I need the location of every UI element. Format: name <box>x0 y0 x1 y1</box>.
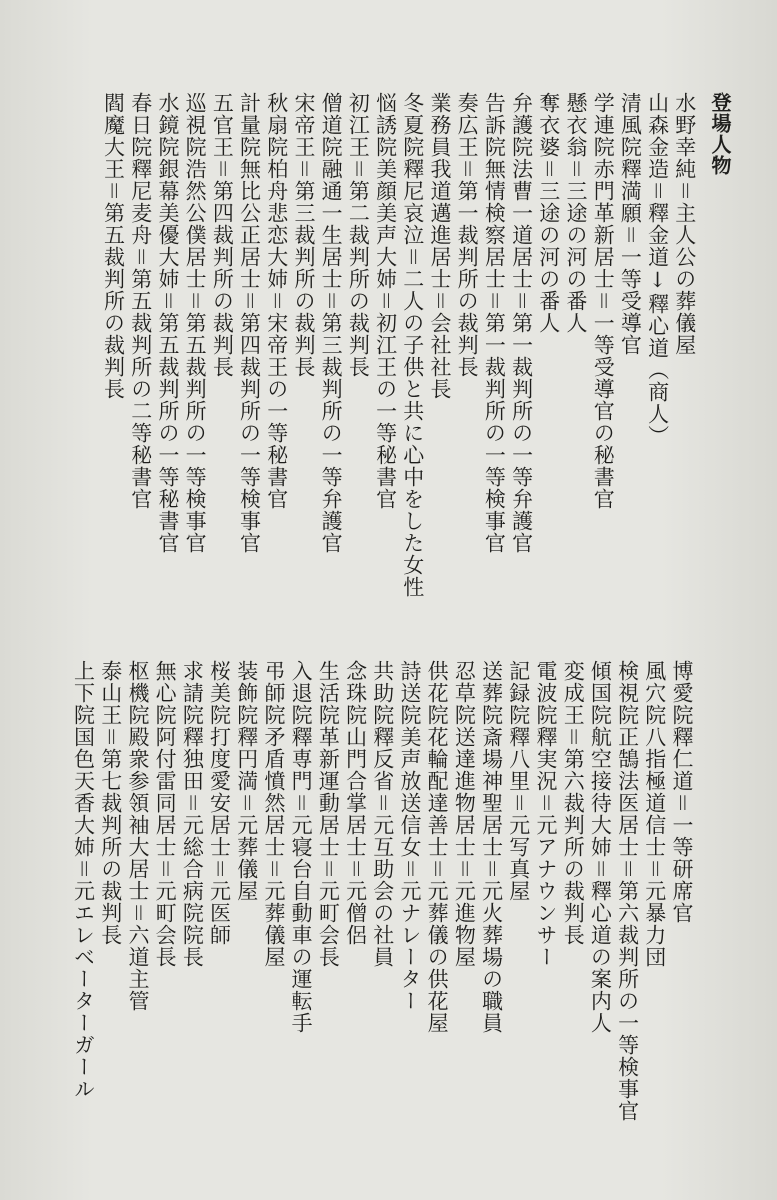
character-entry: 水鏡院銀幕美優大姉＝第五裁判所の一等秘書官 <box>155 92 180 554</box>
character-entry: 冬夏院釋尼哀泣＝二人の子供と共に心中をした女性 <box>400 92 425 598</box>
character-entry: 閻魔大王＝第五裁判所の裁判長 <box>101 92 126 400</box>
character-entry: 枢機院殿衆参領袖大居士＝六道主管 <box>125 660 150 1012</box>
character-entry: 送葬院斎場神聖居士＝元火葬場の職員 <box>479 660 504 1034</box>
character-entry: 初江王＝第二裁判所の裁判長 <box>346 92 371 378</box>
character-entry: 念珠院山門合掌居士＝元僧侶 <box>343 660 368 946</box>
character-entry: 風穴院八指極道信士＝元暴力団 <box>642 660 667 968</box>
character-entry: 計量院無比公正居士＝第四裁判所の一等検事官 <box>237 92 262 554</box>
character-entry: 秋扇院柏舟悲恋大姉＝宋帝王の一等秘書官 <box>264 92 289 510</box>
character-entry: 弁護院法曹一道居士＝第一裁判所の一等弁護官 <box>509 92 534 554</box>
character-list-lower <box>69 660 695 1180</box>
character-entry: 無心院阿付雷同居士＝元町会長 <box>153 660 178 968</box>
character-entry: 入退院釋専門＝元寝台自動車の運転手 <box>289 660 314 1034</box>
character-entry: 博愛院釋仁道＝一等研席官 <box>670 660 694 924</box>
character-entry: 装飾院釋円満＝元葬儀屋 <box>234 660 259 902</box>
character-entry: 奪衣婆＝三途の河の番人 <box>536 92 561 334</box>
character-entry: 電波院釋実況＝元アナウンサー <box>533 660 558 968</box>
character-entry: 山森金造＝釋金道↓釋心道（商人） <box>645 92 670 447</box>
character-entry: 奏広王＝第一裁判所の裁判長 <box>455 92 480 378</box>
character-entry: 検視院正鵠法医居士＝第六裁判所の一等検事官 <box>615 660 640 1122</box>
character-entry: 懸衣翁＝三途の河の番人 <box>563 92 588 334</box>
character-entry: 生活院革新運動居士＝元町会長 <box>316 660 341 968</box>
character-entry: 傾国院航空接待大姉＝釋心道の案内人 <box>588 660 613 1034</box>
character-entry: 桜美院打度愛安居士＝元医師 <box>207 660 232 946</box>
character-entry: 春日院釋尼麦舟＝第五裁判所の二等秘書官 <box>128 92 153 510</box>
character-entry: 巡視院浩然公僕居士＝第五裁判所の一等検事官 <box>183 92 208 554</box>
character-entry: 記録院釋八里＝元写真屋 <box>506 660 531 902</box>
character-entry: 詩送院美声放送信女＝元ナレーター <box>397 660 422 1012</box>
character-entry: 業務員我道邁進居士＝会社社長 <box>427 92 452 400</box>
character-entry: 共助院釋反省＝元互助会の社員 <box>370 660 395 968</box>
character-entry: 学連院赤門革新居士＝一等受導官の秘書官 <box>591 92 616 510</box>
character-entry: 清風院釋満願＝一等受導官 <box>618 92 643 356</box>
heading-characters: 登場人物 <box>708 92 732 176</box>
character-list-upper <box>99 92 733 632</box>
character-entry: 変成王＝第六裁判所の裁判長 <box>561 660 586 946</box>
character-entry: 忍草院送達進物居士＝元進物屋 <box>452 660 477 968</box>
character-entry: 弔師院矛盾憤然居士＝元葬儀屋 <box>261 660 286 968</box>
character-entry: 水野幸純＝主人公の葬儀屋 <box>672 92 697 356</box>
character-entry: 悩誘院美顔美声大姉＝初江王の一等秘書官 <box>373 92 398 510</box>
character-entry: 宋帝王＝第三裁判所の裁判長 <box>291 92 316 378</box>
character-entry: 僧道院融通一生居士＝第三裁判所の一等弁護官 <box>319 92 344 554</box>
character-entry: 告訴院無情検察居士＝第一裁判所の一等検事官 <box>482 92 507 554</box>
character-entry: 求請院釋独田＝元総合病院院長 <box>180 660 205 968</box>
character-entry: 供花院花輪配達善士＝元葬儀の供花屋 <box>425 660 450 1034</box>
character-entry: 上下院国色天香大姉＝元エレベーターガール <box>71 660 96 1100</box>
character-entry: 泰山王＝第七裁判所の裁判長 <box>98 660 123 946</box>
character-entry: 五官王＝第四裁判所の裁判長 <box>210 92 235 378</box>
